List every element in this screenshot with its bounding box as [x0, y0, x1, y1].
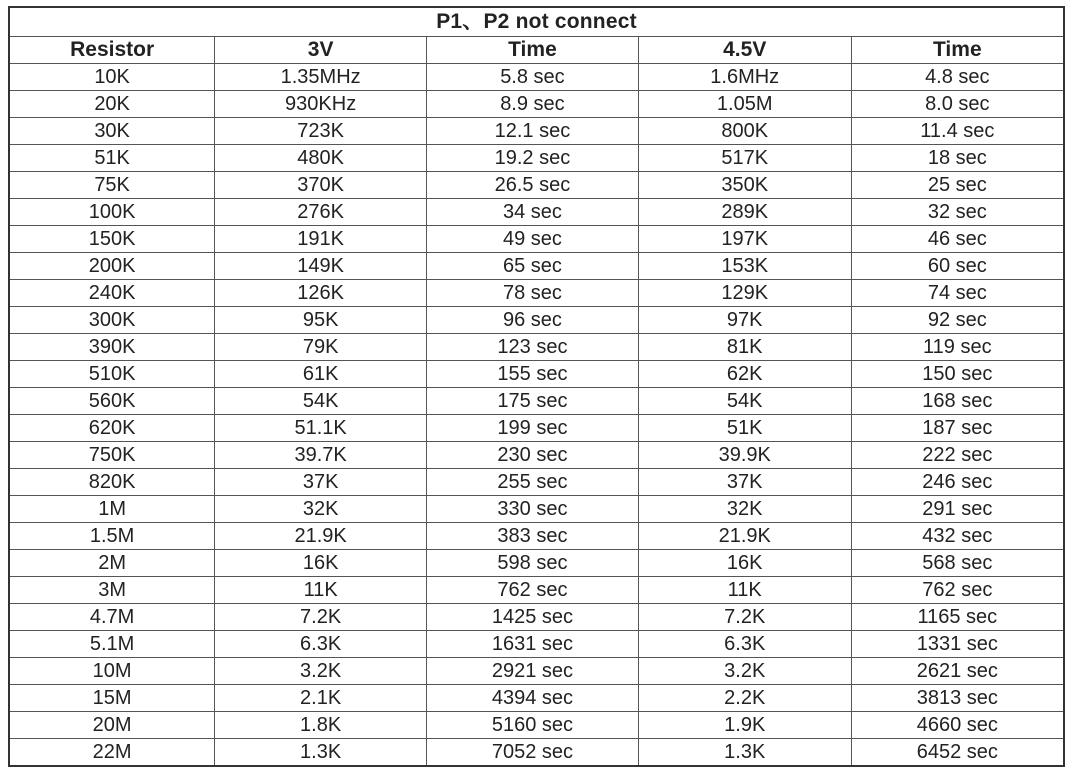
cell-freq-4-5v: 16K	[638, 550, 851, 577]
cell-freq-4-5v: 153K	[638, 253, 851, 280]
cell-freq-3v: 3.2K	[215, 658, 427, 685]
cell-freq-3v: 149K	[215, 253, 427, 280]
table-row	[10, 442, 1063, 469]
cell-resistor: 20M	[10, 712, 215, 739]
cell-time-3v: 4394 sec	[427, 685, 639, 712]
table-row	[10, 577, 1063, 604]
cell-resistor: 1.5M	[10, 523, 215, 550]
cell-freq-4-5v: 289K	[638, 199, 851, 226]
cell-resistor: 3M	[10, 577, 215, 604]
cell-resistor: 390K	[10, 334, 215, 361]
cell-time-4-5v: 25 sec	[851, 172, 1063, 199]
cell-time-4-5v: 2621 sec	[851, 658, 1063, 685]
cell-time-4-5v: 60 sec	[851, 253, 1063, 280]
cell-time-3v: 49 sec	[427, 226, 639, 253]
table-row	[10, 631, 1063, 658]
table-row	[10, 280, 1063, 307]
cell-freq-4-5v: 350K	[638, 172, 851, 199]
cell-freq-3v: 1.35MHz	[215, 64, 427, 91]
cell-freq-4-5v: 800K	[638, 118, 851, 145]
table-row	[10, 334, 1063, 361]
cell-freq-4-5v: 2.2K	[638, 685, 851, 712]
table-row	[10, 496, 1063, 523]
header-3v: 3V	[215, 37, 427, 64]
cell-freq-3v: 95K	[215, 307, 427, 334]
cell-time-4-5v: 4660 sec	[851, 712, 1063, 739]
cell-resistor: 10K	[10, 64, 215, 91]
table-row	[10, 91, 1063, 118]
cell-freq-3v: 37K	[215, 469, 427, 496]
cell-time-3v: 26.5 sec	[427, 172, 639, 199]
cell-freq-3v: 21.9K	[215, 523, 427, 550]
cell-freq-3v: 276K	[215, 199, 427, 226]
cell-resistor: 750K	[10, 442, 215, 469]
cell-freq-3v: 2.1K	[215, 685, 427, 712]
cell-freq-3v: 1.8K	[215, 712, 427, 739]
cell-time-4-5v: 1331 sec	[851, 631, 1063, 658]
cell-resistor: 100K	[10, 199, 215, 226]
cell-freq-3v: 61K	[215, 361, 427, 388]
cell-freq-4-5v: 97K	[638, 307, 851, 334]
cell-freq-3v: 370K	[215, 172, 427, 199]
cell-time-3v: 78 sec	[427, 280, 639, 307]
cell-time-4-5v: 568 sec	[851, 550, 1063, 577]
cell-freq-3v: 39.7K	[215, 442, 427, 469]
cell-freq-4-5v: 1.9K	[638, 712, 851, 739]
table-row	[10, 361, 1063, 388]
table-row	[10, 118, 1063, 145]
cell-resistor: 22M	[10, 739, 215, 766]
cell-freq-4-5v: 1.6MHz	[638, 64, 851, 91]
cell-resistor: 20K	[10, 91, 215, 118]
header-resistor: Resistor	[10, 37, 215, 64]
cell-resistor: 620K	[10, 415, 215, 442]
cell-freq-4-5v: 11K	[638, 577, 851, 604]
cell-time-3v: 199 sec	[427, 415, 639, 442]
cell-freq-3v: 191K	[215, 226, 427, 253]
cell-freq-3v: 723K	[215, 118, 427, 145]
cell-freq-4-5v: 6.3K	[638, 631, 851, 658]
cell-time-4-5v: 3813 sec	[851, 685, 1063, 712]
cell-freq-4-5v: 1.05M	[638, 91, 851, 118]
cell-freq-4-5v: 517K	[638, 145, 851, 172]
cell-resistor: 30K	[10, 118, 215, 145]
cell-time-3v: 762 sec	[427, 577, 639, 604]
cell-time-4-5v: 46 sec	[851, 226, 1063, 253]
cell-resistor: 200K	[10, 253, 215, 280]
cell-time-4-5v: 32 sec	[851, 199, 1063, 226]
cell-time-3v: 123 sec	[427, 334, 639, 361]
resistor-frequency-table	[10, 8, 1063, 765]
title-row	[10, 8, 1063, 37]
cell-resistor: 300K	[10, 307, 215, 334]
table-row	[10, 226, 1063, 253]
table-row	[10, 712, 1063, 739]
table-row	[10, 145, 1063, 172]
cell-freq-4-5v: 51K	[638, 415, 851, 442]
cell-resistor: 2M	[10, 550, 215, 577]
cell-time-3v: 12.1 sec	[427, 118, 639, 145]
cell-time-4-5v: 762 sec	[851, 577, 1063, 604]
table-row	[10, 550, 1063, 577]
cell-freq-3v: 79K	[215, 334, 427, 361]
cell-time-3v: 230 sec	[427, 442, 639, 469]
cell-freq-4-5v: 7.2K	[638, 604, 851, 631]
table-row	[10, 388, 1063, 415]
cell-freq-4-5v: 62K	[638, 361, 851, 388]
cell-time-4-5v: 4.8 sec	[851, 64, 1063, 91]
cell-resistor: 560K	[10, 388, 215, 415]
cell-time-3v: 383 sec	[427, 523, 639, 550]
header-time-4-5v: Time	[851, 37, 1063, 64]
cell-freq-4-5v: 197K	[638, 226, 851, 253]
cell-freq-4-5v: 54K	[638, 388, 851, 415]
header-row	[10, 37, 1063, 64]
cell-time-4-5v: 291 sec	[851, 496, 1063, 523]
header-4-5v: 4.5V	[638, 37, 851, 64]
cell-time-3v: 19.2 sec	[427, 145, 639, 172]
table-row	[10, 739, 1063, 766]
cell-time-4-5v: 119 sec	[851, 334, 1063, 361]
table-row	[10, 253, 1063, 280]
cell-freq-4-5v: 129K	[638, 280, 851, 307]
cell-time-3v: 255 sec	[427, 469, 639, 496]
cell-time-3v: 5.8 sec	[427, 64, 639, 91]
cell-freq-4-5v: 39.9K	[638, 442, 851, 469]
cell-freq-4-5v: 32K	[638, 496, 851, 523]
cell-resistor: 15M	[10, 685, 215, 712]
cell-time-4-5v: 74 sec	[851, 280, 1063, 307]
cell-resistor: 5.1M	[10, 631, 215, 658]
cell-freq-3v: 54K	[215, 388, 427, 415]
cell-time-3v: 330 sec	[427, 496, 639, 523]
cell-time-4-5v: 92 sec	[851, 307, 1063, 334]
cell-resistor: 51K	[10, 145, 215, 172]
cell-time-4-5v: 432 sec	[851, 523, 1063, 550]
cell-time-4-5v: 8.0 sec	[851, 91, 1063, 118]
cell-freq-3v: 51.1K	[215, 415, 427, 442]
cell-freq-3v: 7.2K	[215, 604, 427, 631]
table-row	[10, 469, 1063, 496]
table-title: P1、P2 not connect	[10, 8, 1063, 37]
cell-resistor: 240K	[10, 280, 215, 307]
cell-freq-4-5v: 37K	[638, 469, 851, 496]
cell-freq-4-5v: 3.2K	[638, 658, 851, 685]
cell-resistor: 510K	[10, 361, 215, 388]
cell-time-4-5v: 246 sec	[851, 469, 1063, 496]
table-row	[10, 199, 1063, 226]
table-row	[10, 685, 1063, 712]
cell-time-3v: 96 sec	[427, 307, 639, 334]
cell-time-3v: 8.9 sec	[427, 91, 639, 118]
cell-time-3v: 1631 sec	[427, 631, 639, 658]
cell-time-4-5v: 1165 sec	[851, 604, 1063, 631]
cell-time-3v: 155 sec	[427, 361, 639, 388]
cell-time-4-5v: 18 sec	[851, 145, 1063, 172]
cell-resistor: 150K	[10, 226, 215, 253]
cell-time-4-5v: 11.4 sec	[851, 118, 1063, 145]
table-row	[10, 64, 1063, 91]
table-row	[10, 523, 1063, 550]
cell-time-3v: 598 sec	[427, 550, 639, 577]
cell-time-3v: 65 sec	[427, 253, 639, 280]
cell-resistor: 1M	[10, 496, 215, 523]
table-body	[10, 64, 1063, 766]
table-frame	[8, 6, 1065, 767]
cell-freq-3v: 11K	[215, 577, 427, 604]
cell-freq-3v: 930KHz	[215, 91, 427, 118]
table-row	[10, 172, 1063, 199]
cell-time-4-5v: 187 sec	[851, 415, 1063, 442]
cell-time-4-5v: 150 sec	[851, 361, 1063, 388]
cell-freq-3v: 480K	[215, 145, 427, 172]
cell-time-3v: 175 sec	[427, 388, 639, 415]
cell-freq-3v: 6.3K	[215, 631, 427, 658]
cell-time-3v: 5160 sec	[427, 712, 639, 739]
table-row	[10, 415, 1063, 442]
cell-resistor: 820K	[10, 469, 215, 496]
table-row	[10, 604, 1063, 631]
cell-freq-3v: 1.3K	[215, 739, 427, 766]
table-row	[10, 307, 1063, 334]
cell-freq-4-5v: 81K	[638, 334, 851, 361]
cell-time-4-5v: 168 sec	[851, 388, 1063, 415]
cell-time-3v: 7052 sec	[427, 739, 639, 766]
header-time-3v: Time	[427, 37, 639, 64]
cell-freq-4-5v: 1.3K	[638, 739, 851, 766]
cell-freq-3v: 126K	[215, 280, 427, 307]
cell-resistor: 10M	[10, 658, 215, 685]
cell-resistor: 4.7M	[10, 604, 215, 631]
table-row	[10, 658, 1063, 685]
cell-resistor: 75K	[10, 172, 215, 199]
cell-freq-3v: 32K	[215, 496, 427, 523]
cell-time-3v: 1425 sec	[427, 604, 639, 631]
cell-freq-4-5v: 21.9K	[638, 523, 851, 550]
cell-time-4-5v: 222 sec	[851, 442, 1063, 469]
cell-time-4-5v: 6452 sec	[851, 739, 1063, 766]
cell-freq-3v: 16K	[215, 550, 427, 577]
cell-time-3v: 34 sec	[427, 199, 639, 226]
cell-time-3v: 2921 sec	[427, 658, 639, 685]
